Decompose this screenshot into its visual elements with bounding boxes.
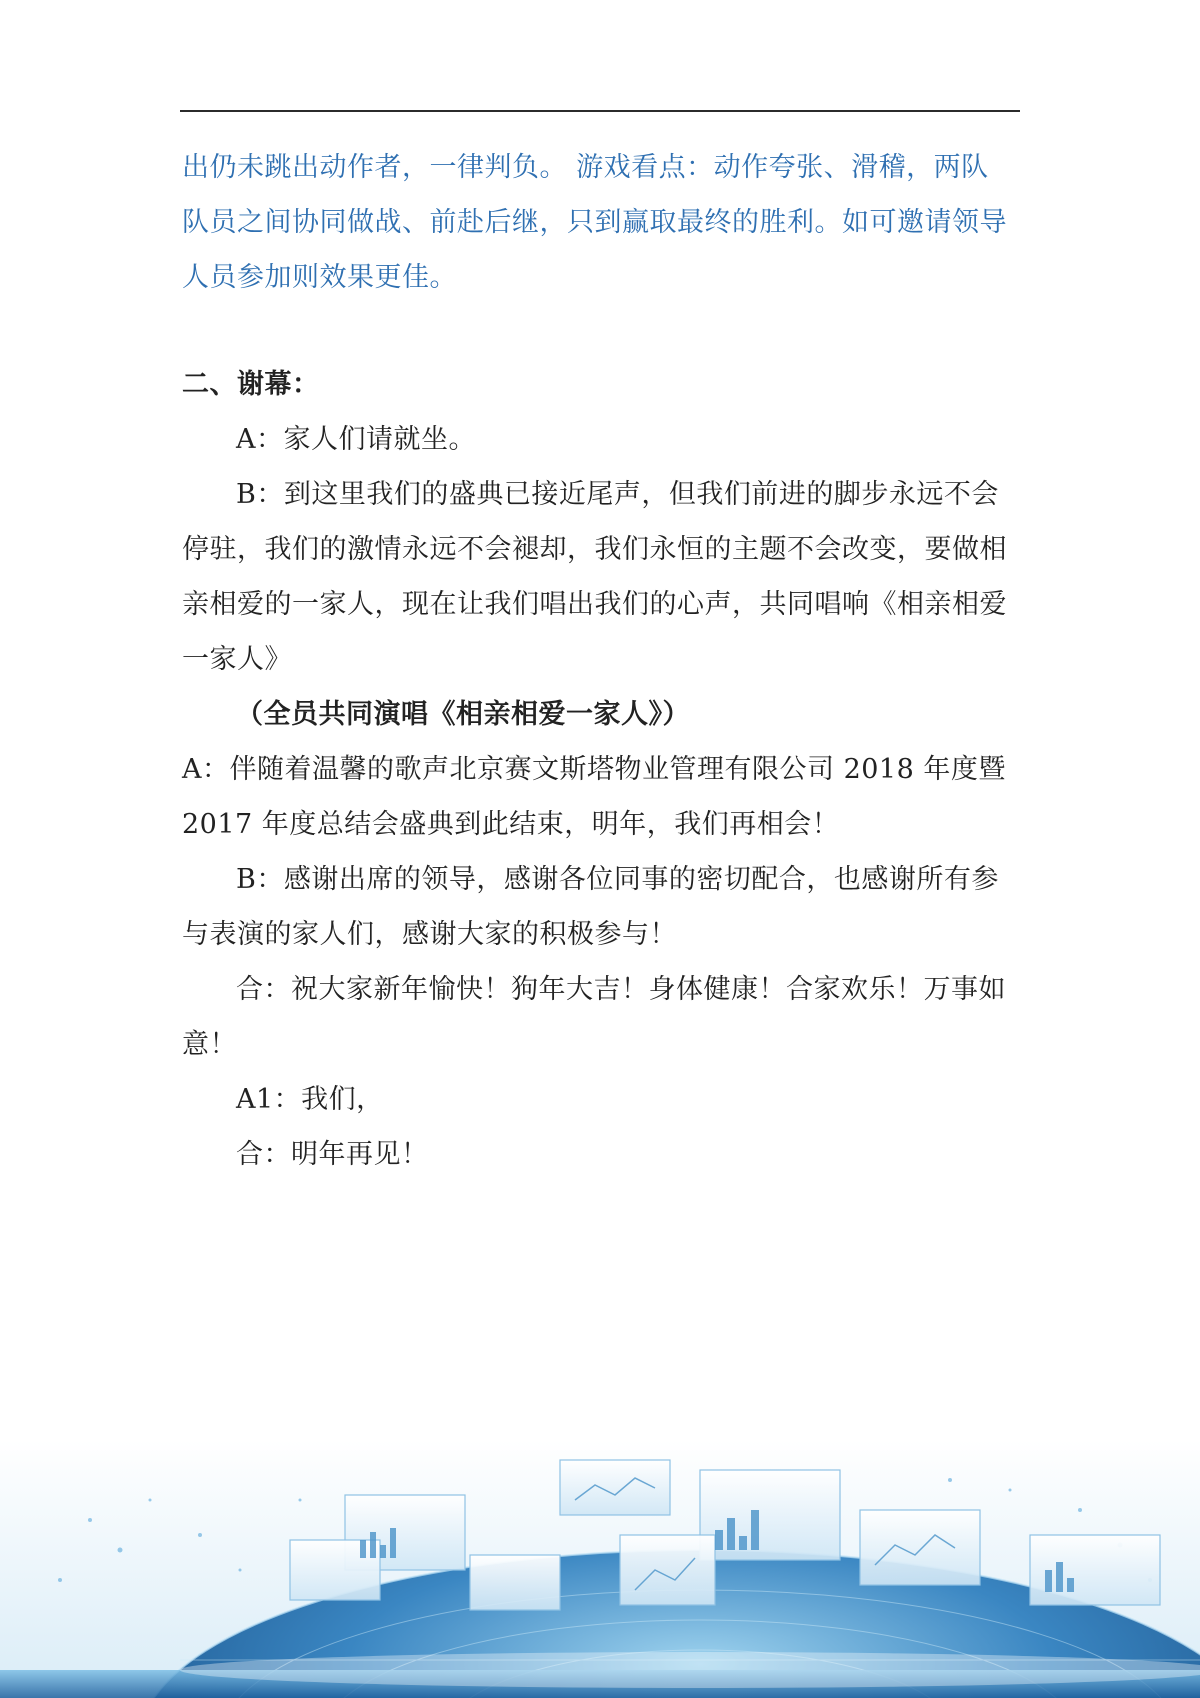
intro-line-3: 人员参加则效果更佳。 (182, 262, 457, 293)
dialogue-b2-line-2: 与表演的家人们，感谢大家的积极参与！ (182, 919, 677, 950)
dialogue-a1: A：家人们请就坐。 (236, 424, 476, 455)
performance-note: （全员共同演唱《相亲相爱一家人》） (236, 699, 690, 730)
dialogue-he2: 合：明年再见！ (236, 1139, 429, 1170)
dialogue-he1-line-2: 意！ (182, 1029, 237, 1060)
header-rule (180, 110, 1020, 112)
dialogue-b1-line-1: B：到这里我们的盛典已接近尾声，但我们前进的脚步永远不会 (236, 479, 999, 510)
dialogue-b2-line-1: B：感谢出席的领导，感谢各位同事的密切配合，也感谢所有参 (236, 864, 999, 895)
dialogue-a1-we: A1：我们， (236, 1084, 384, 1115)
dialogue-b1-line-4: 一家人》 (182, 644, 292, 675)
section-heading: 二、谢幕： (182, 369, 320, 400)
dialogue-b1-line-2: 停驻，我们的激情永远不会褪却，我们永恒的主题不会改变，要做相 (182, 534, 1007, 565)
dialogue-he1-line-1: 合：祝大家新年愉快！狗年大吉！身体健康！合家欢乐！万事如 (236, 974, 1006, 1005)
dialogue-a2-line-2: 2017 年度总结会盛典到此结束，明年，我们再相会！ (182, 809, 840, 840)
dialogue-b1-line-3: 亲相爱的一家人，现在让我们唱出我们的心声，共同唱响《相亲相爱 (182, 589, 1007, 620)
intro-line-2: 队员之间协同做战、前赴后继，只到赢取最终的胜利。如可邀请领导 (182, 207, 1007, 238)
footer-tech-illustration (0, 1440, 1200, 1698)
dialogue-a2-line-1: A：伴随着温馨的歌声北京赛文斯塔物业管理有限公司 2018 年度暨 (182, 754, 1006, 785)
intro-line-1: 出仍未跳出动作者，一律判负。 游戏看点：动作夸张、滑稽，两队 (182, 152, 989, 183)
